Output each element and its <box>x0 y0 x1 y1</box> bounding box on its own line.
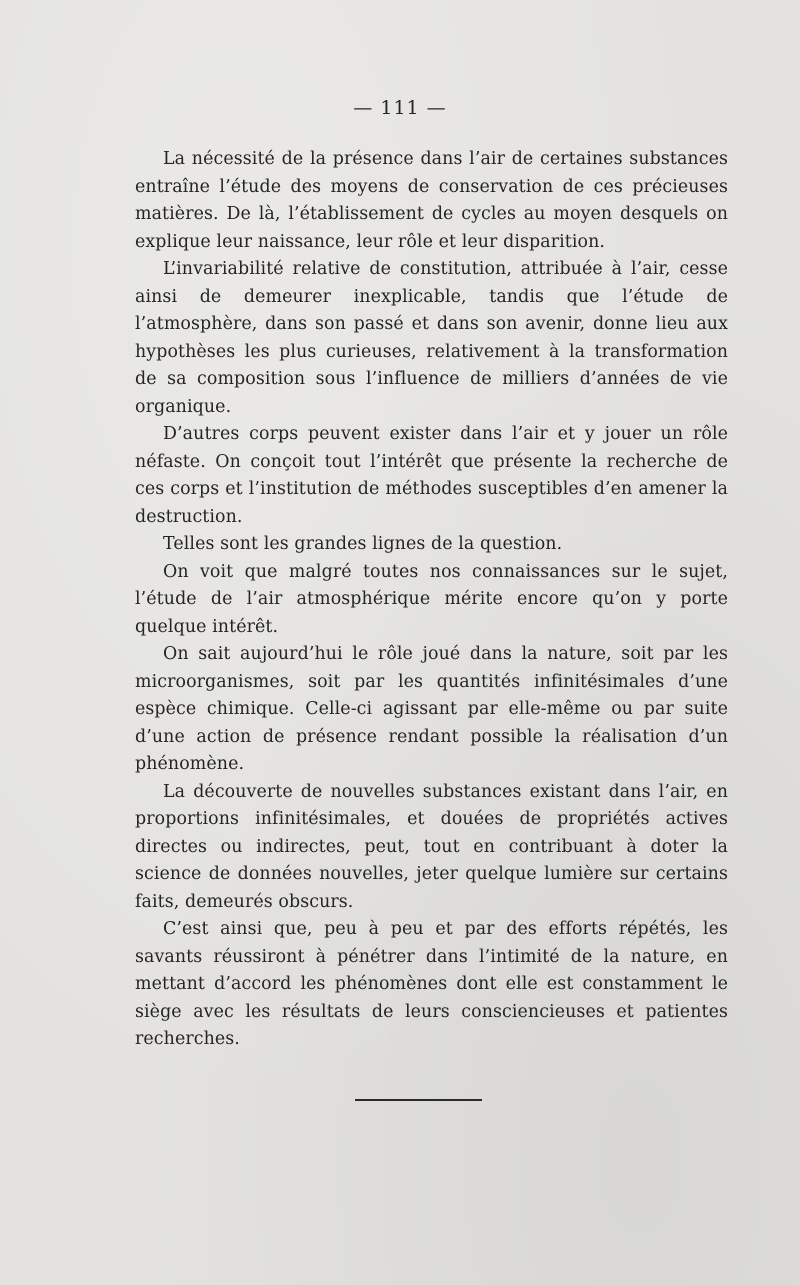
page-number: — 111 — <box>353 97 447 119</box>
end-of-section-rule <box>355 1099 482 1101</box>
paragraph: On voit que malgré toutes nos connaissances sur le sujet, l’étude de l’air atmosphérique mérite encore qu’on y porte quelque intérêt. <box>135 561 728 637</box>
paragraph: On sait aujourd’hui le rôle joué dans la nature, soit par les microorganismes, soit par les quantités infinitésimales d’une espèce chimique. Celle-ci agissant par elle-même ou par suite d’une action de présence rendant possible la réalisation d’un phénomène. <box>135 644 728 774</box>
paragraph: C’est ainsi que, peu à peu et par des efforts répétés, les savants réussiront à pénétrer dans l’intimité de la nature, en mettant d’accord les phénomènes dont elle est constamment le siège avec les résultats de leurs consciencieuses et patientes recherches. <box>135 919 728 1049</box>
paragraph: La découverte de nouvelles substances existant dans l’air, en proportions infinitésimales, et douées de propriétés actives directes ou indirectes, peut, tout en contribuant à doter la science de données nouvelles, jeter quelque lumière sur certains faits, demeurés obscurs. <box>135 781 728 912</box>
paragraph: D’autres corps peuvent exister dans l’air et y jouer un rôle néfaste. On conçoit tout l’intérêt que présente la recherche de ces corps et l’institution de méthodes susceptibles d’en amener la destruction. <box>135 424 728 527</box>
paragraph: La nécessité de la présence dans l’air de certaines substances entraîne l’étude des moyens de conservation de ces précieuses matières. De là, l’établissement de cycles au moyen desquels on explique leur naissance, leur rôle et leur disparition. <box>135 149 728 252</box>
paragraph: L’invariabilité relative de constitution, attribuée à l’air, cesse ainsi de demeurer inexplicable, tandis que l’étude de l’atmosphère, dans son passé et dans son avenir, donne lieu aux hypothèses les plus curieuses, relativement à la transformation de sa composition sous l’influence de milliers d’années de vie organique. <box>135 259 728 417</box>
body-text <box>135 146 728 1054</box>
paragraph: Telles sont les grandes lignes de la question. <box>163 534 563 554</box>
